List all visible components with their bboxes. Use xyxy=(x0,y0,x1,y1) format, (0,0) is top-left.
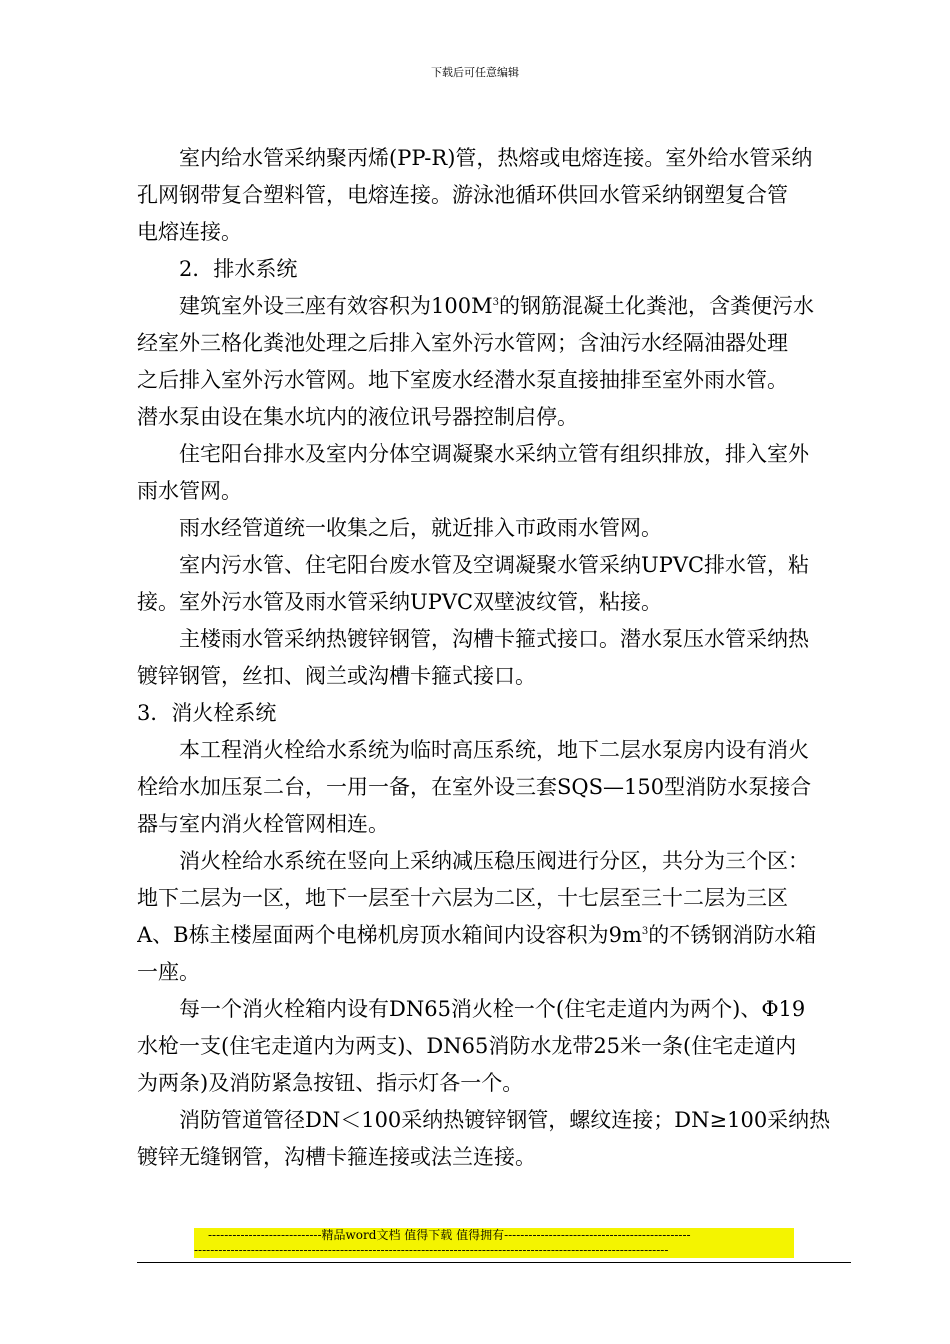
footer-banner-dashes: --------------------------------------------------------------------------------------------------------------------- xyxy=(194,1243,669,1257)
paragraph-line: 潜水泵由设在集水坑内的液位讯号器控制启停。 xyxy=(137,405,578,429)
paragraph-line: 之后排入室外污水管网。地下室废水经潜水泵直接抽排至室外雨水管。 xyxy=(137,368,788,392)
paragraph-line: 室内污水管、住宅阳台废水管及空调凝聚水管采纳UPVC排水管，粘 xyxy=(179,553,810,577)
paragraph-line: 为两条)及消防紧急按钮、指示灯各一个。 xyxy=(137,1071,524,1095)
section-heading: 2．排水系统 xyxy=(179,257,298,281)
page-header: 下载后可任意编辑 xyxy=(431,66,519,79)
paragraph-line: 水枪一支(住宅走道内为两支)、DN65消防水龙带25米一条(住宅走道内 xyxy=(137,1034,797,1058)
paragraph-line: 消防管道管径DN＜100采纳热镀锌钢管，螺纹连接；DN≥100采纳热 xyxy=(179,1108,831,1132)
document-body xyxy=(137,140,851,1176)
footer-banner xyxy=(194,1228,794,1258)
paragraph-line: 雨水管网。 xyxy=(137,479,242,503)
paragraph-line: A、B栋主楼屋面两个电梯机房顶水箱间内设容积为$9m^3$的不锈钢消防水箱 xyxy=(137,923,817,947)
paragraph-line: 接。室外污水管及雨水管采纳UPVC双壁波纹管，粘接。 xyxy=(137,590,663,614)
paragraph-line: 一座。 xyxy=(137,960,200,984)
paragraph-line: 镀锌无缝钢管，沟槽卡箍连接或法兰连接。 xyxy=(137,1145,536,1169)
paragraph-line: 本工程消火栓给水系统为临时高压系统，地下二层水泵房内设有消火 xyxy=(179,738,809,762)
paragraph-line: 电熔连接。 xyxy=(137,220,242,244)
paragraph-line: 地下二层为一区，地下一层至十六层为二区，十七层至三十二层为三区 xyxy=(137,886,788,910)
paragraph-line: 建筑室外设三座有效容积为$100M^3$的钢筋混凝土化粪池，含粪便污水 xyxy=(179,294,814,318)
paragraph-line: 器与室内消火栓管网相连。 xyxy=(137,812,389,836)
paragraph-line: 室内给水管采纳聚丙烯(PP-R)管，热熔或电熔连接。室外给水管采纳 xyxy=(179,146,813,170)
footer-banner-text: ----------------------------精品word文档 值得下载 值得拥有---------------------------------------------- xyxy=(208,1228,691,1242)
paragraph-line: 雨水经管道统一收集之后，就近排入市政雨水管网。 xyxy=(179,516,662,540)
paragraph-line: 经室外三格化粪池处理之后排入室外污水管网；含油污水经隔油器处理 xyxy=(137,331,788,355)
paragraph-line: 孔网钢带复合塑料管，电熔连接。游泳池循环供回水管采纳钢塑复合管 xyxy=(137,183,788,207)
paragraph-line: 每一个消火栓箱内设有DN65消火栓一个(住宅走道内为两个)、Φ19 xyxy=(179,997,806,1021)
paragraph-line: 住宅阳台排水及室内分体空调凝聚水采纳立管有组织排放，排入室外 xyxy=(179,442,809,466)
paragraph-line: 消火栓给水系统在竖向上采纳减压稳压阀进行分区，共分为三个区： xyxy=(179,849,809,873)
section-heading: 3．消火栓系统 xyxy=(137,701,277,725)
paragraph-line: 栓给水加压泵二台，一用一备，在室外设三套SQS—150型消防水泵接合 xyxy=(137,775,812,799)
footer-rule xyxy=(137,1262,851,1263)
paragraph-line: 主楼雨水管采纳热镀锌钢管，沟槽卡箍式接口。潜水泵压水管采纳热 xyxy=(179,627,809,651)
paragraph-line: 镀锌钢管，丝扣、阀兰或沟槽卡箍式接口。 xyxy=(137,664,536,688)
